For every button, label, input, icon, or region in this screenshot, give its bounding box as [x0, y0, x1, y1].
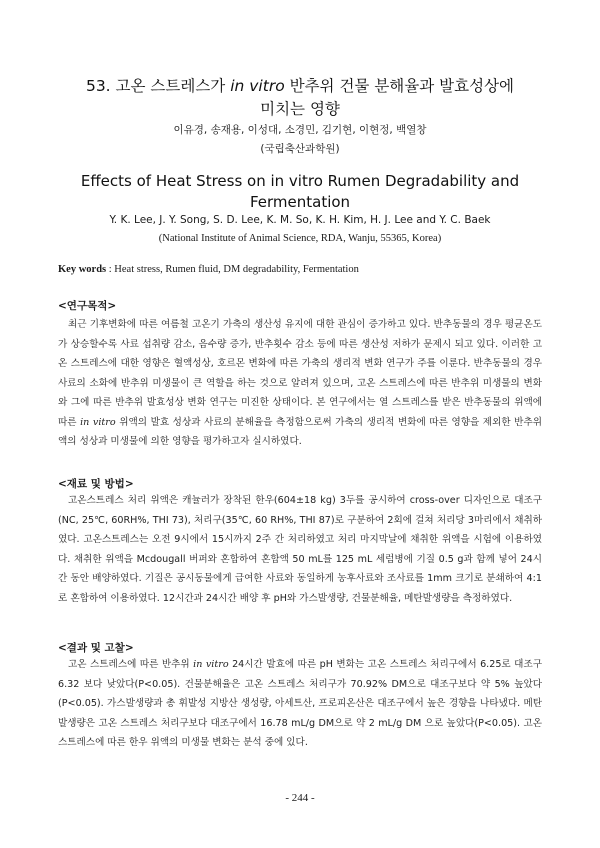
section-text-methods: 고온스트레스 처리 위액은 캐뉼러가 장착된 한우(604±18 kg) 3두를 공시하여 cross-over 디자인으로 대조구(NC, 25℃, 60RH%, THI 73), 처리구(35℃, 60 RH%, THI 87)로 구분하여 2회에 걸쳐 처리당 3마리에서 채취하였다. 고온스트레스는 오전 9시에서 15시까지 2주 간 처리하였고 처리 마지막날에 채취한 위액을 시험에 이용하였다. 채취한 위액을 Mcdougall 버퍼와 혼합하여 혼합액 50 mL를 125 mL 세럼병에 기질 0.5 g과 함께 넣어 24시간 동안 배양하였다. 기질은 공시동물에게 급여한 사료와 동일하게 농후사료와 조사료를 1mm 크기로 분쇄하여 4:1로 혼합하여 이용하였다. 12시간과 24시간 배양 후 pH와 가스발생량, 건물분해율, 메탄발생량을 측정하였다. [58, 495, 542, 604]
section-text-purpose: 최근 기후변화에 따른 여름철 고온기 가축의 생산성 유지에 대한 관심이 증가하고 있다. 반추동물의 경우 평균온도가 상승할수록 사료 섭취량 감소, 음수량 증가, 반추횟수 감소 등에 따른 생산성 저하가 문제시 되고 있다. 이러한 고온 스트레스에 대한 영향은 혈액성상, 호르몬 변화에 따른 가축의 생리적 변화 연구가 주를 이룬다. 반추동물의 경우 사료의 소화에 반추위 미생물이 큰 역할을 하는 것으로 알려져 있으며, 고온 스트레스에 따른 반추위 미생물의 변화와 그에 따른 반추위 발효성상 변화 연구는 미진한 상태이다. 본 연구에서는 열 스트레스를 받은 반추동물의 위액에 따른 in vitro 위액의 발효 성상과 사료의 분해율을 측정함으로써 가축의 생리적 변화에 따른 영향을 제외한 반추위액의 성상과 미생물에 의한 영향을 평가하고자 실시하였다. [58, 319, 542, 447]
section-text-results: 고온 스트레스에 따른 반추위 in vitro 24시간 발효에 따른 pH 변화는 고온 스트레스 처리구에서 6.25로 대조구 6.32 보다 낮았다(P<0.05). 건물분해율은 고온 스트레스 처리구가 70.92% DM으로 대조구보다 약 5% 높았다(P<0.05). 가스발생량과 총 휘발성 지방산 생성량, 아세트산, 프로피온산은 대조구에서 높은 경향을 나타냈다. 메탄발생량은 고온 스트레스 처리구보다 대조구에서 16.78 mL/g DM으로 약 2 mL/g DM 으로 높았다(P<0.05). 고온 스트레스에 따른 한우 위액의 미생물 변화는 분석 중에 있다. [58, 659, 542, 748]
section-heading-purpose: <연구목적> [58, 300, 117, 312]
keywords-text: : Heat stress, Rumen fluid, DM degradability, Fermentation [106, 264, 359, 275]
english-title-line-2: Fermentation [249, 193, 351, 211]
korean-title-line-2: 미치는 영향 [260, 100, 340, 118]
english-title-line-1: Effects of Heat Stress on in vitro Rumen Degradability and [80, 172, 520, 190]
page-number: - 244 - [285, 792, 315, 804]
english-affiliation: (National Institute of Animal Science, RDA, Wanju, 55365, Korea) [158, 233, 442, 244]
section-heading-methods: <재료 및 방법> [58, 478, 134, 490]
keywords-label: Key words [58, 264, 107, 275]
korean-authors: 이유경, 송재용, 이성대, 소경민, 김기현, 이현정, 백열창 [173, 124, 427, 136]
keywords [58, 264, 558, 275]
korean-title-line-1: 53. 고온 스트레스가 in vitro 반추위 건물 분해율과 발효성상에 [85, 77, 515, 95]
korean-affiliation: (국립축산과학원) [260, 143, 340, 155]
section-heading-results: <결과 및 고찰> [58, 642, 134, 654]
korean-title-italic: in vitro [230, 77, 285, 95]
english-authors: Y. K. Lee, J. Y. Song, S. D. Lee, K. M. So, K. H. Kim, H. J. Lee and Y. C. Baek [109, 214, 491, 226]
